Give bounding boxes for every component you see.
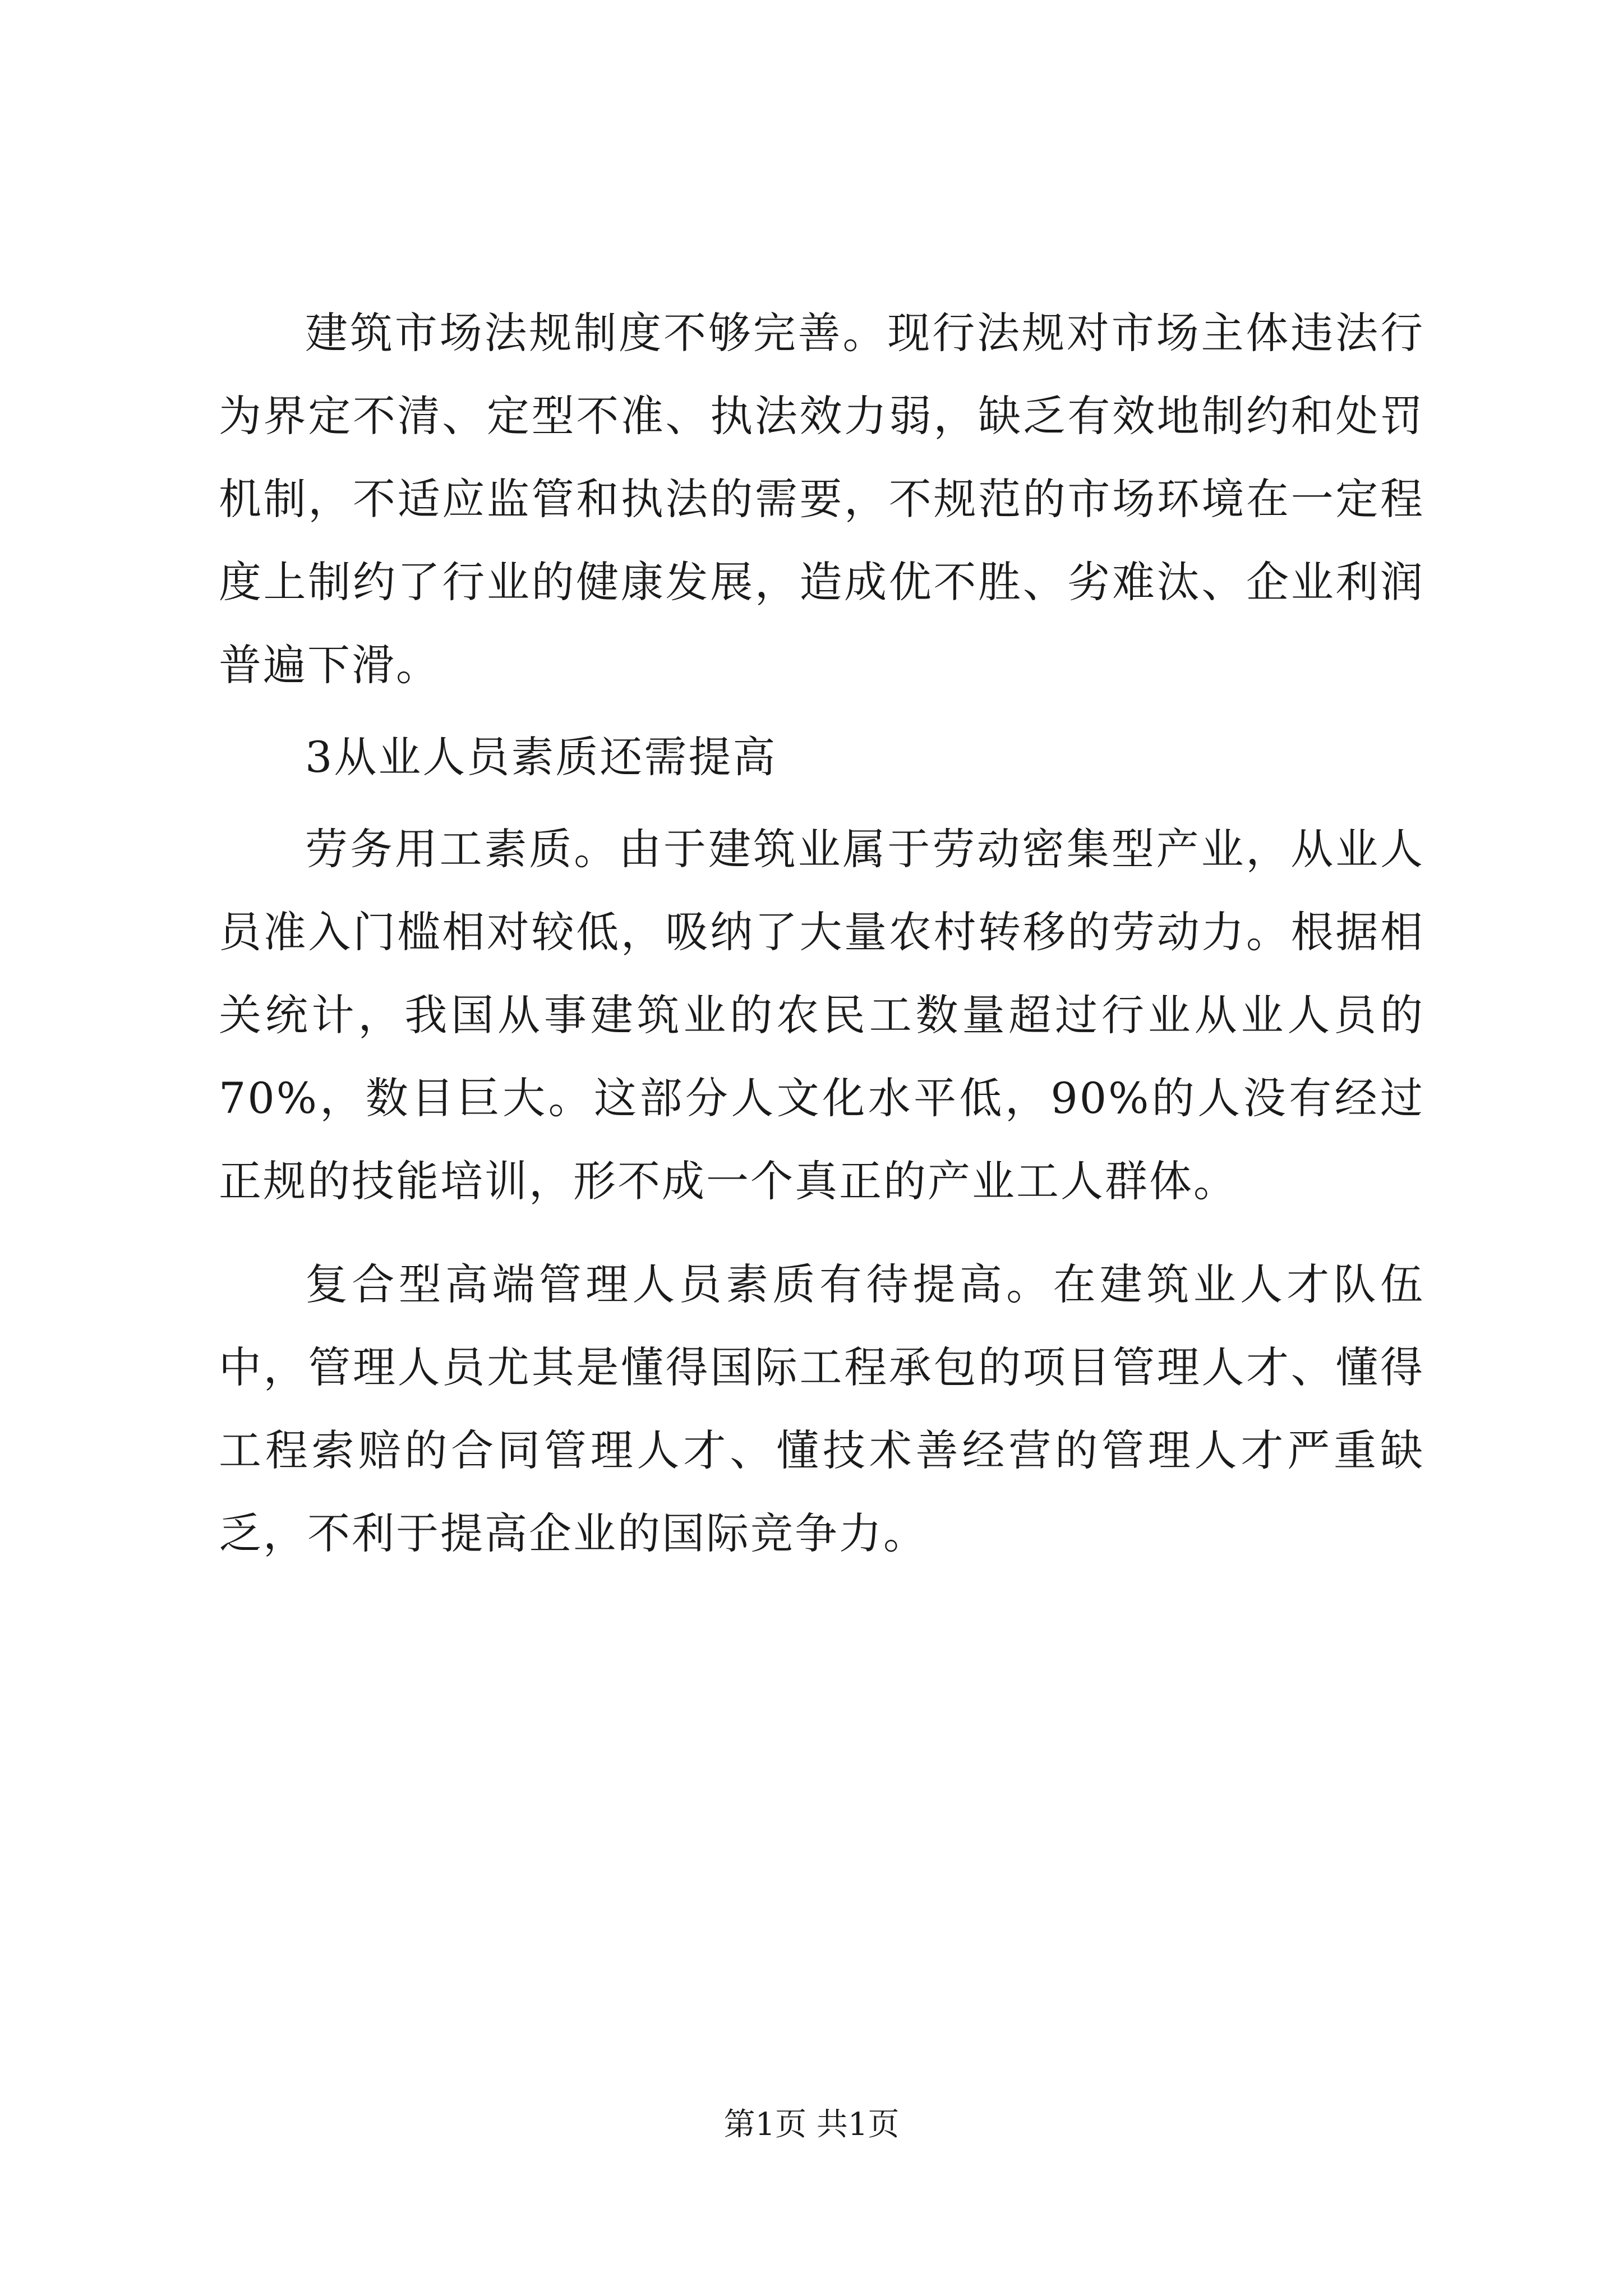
paragraph-market-regulations: 建筑市场法规制度不够完善。现行法规对市场主体违法行为界定不清、定型不准、执法效力弱，缺乏有效地制约和处罚机制，不适应监管和执法的需要，不规范的市场环境在一定程度上制约了行业的健康发展，造成优不胜、劣难汰、企业利润普遍下滑。 [219,308,1424,690]
paragraph-labor-quality: 劳务用工素质。由于建筑业属于劳动密集型产业，从业人员准入门槛相对较低，吸纳了大量农村转移的劳动力。根据相关统计，我国从事建筑业的农民工数量超过行业从业人员的70%，数目巨大。这部分人文化水平低，90%的人没有经过正规的技能培训，形不成一个真正的产业工人群体。 [219,824,1424,1206]
section-heading-personnel-quality: 3从业人员素质还需提高 [305,732,777,782]
paragraph-management-quality: 复合型高端管理人员素质有待提高。在建筑业人才队伍中，管理人员尤其是懂得国际工程承包的项目管理人才、懂得工程索赔的合同管理人才、懂技术善经营的管理人才严重缺乏，不利于提高企业的国际竞争力。 [219,1259,1424,1558]
document-body [219,292,1424,1575]
page-number-footer: 第1页 共1页 [723,2106,900,2143]
